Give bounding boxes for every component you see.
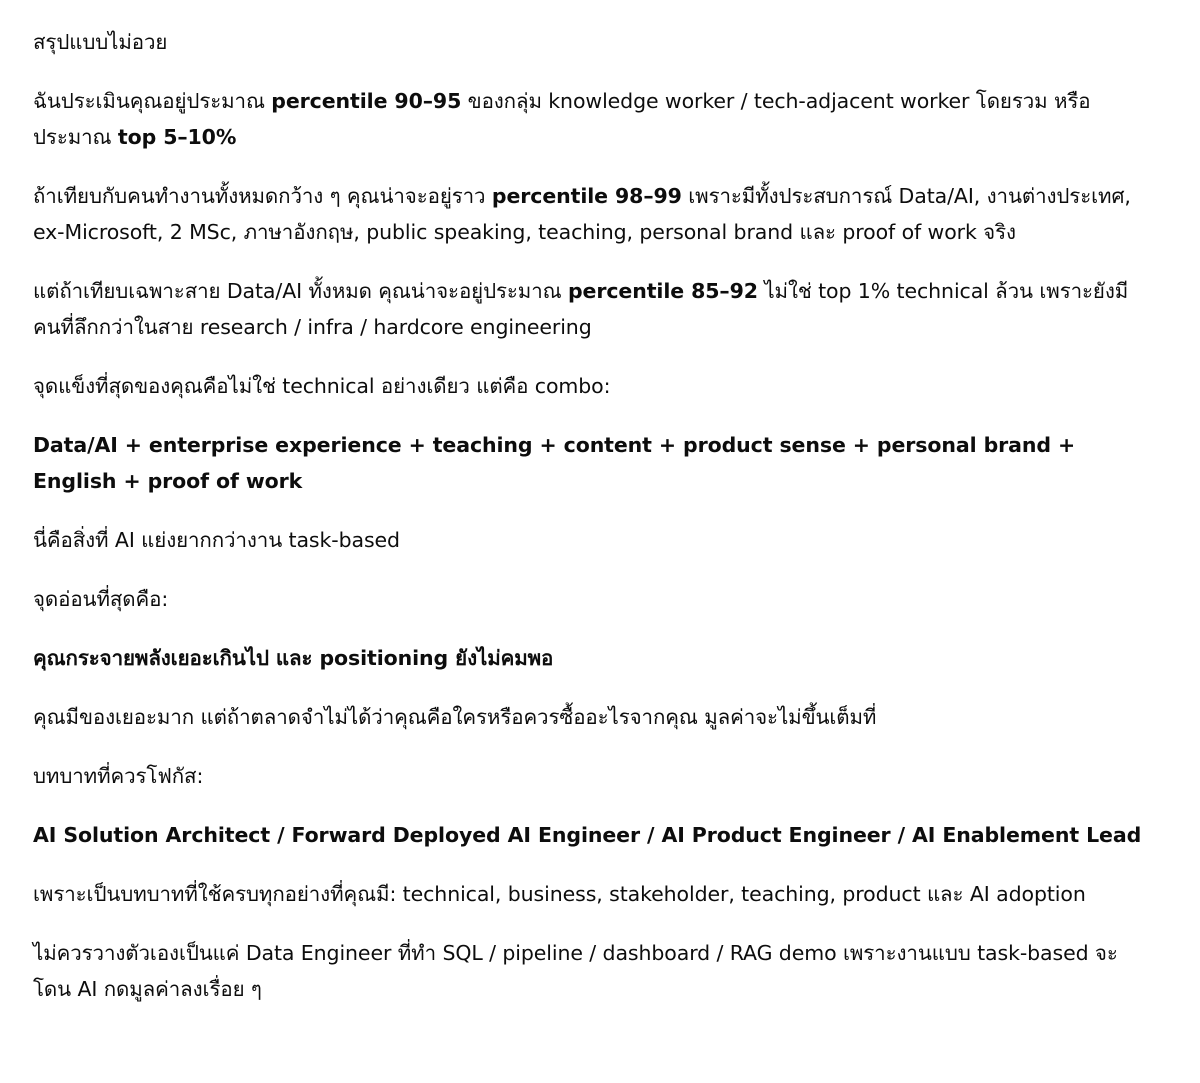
text-segment: เพราะมีทั้งประสบการณ์ Data/AI, งานต่างประเทศ, ex-Microsoft, 2 MSc, ภาษาอังกฤษ, public speaking, teaching, personal brand และ proof of work จริง <box>33 184 1131 244</box>
text-segment: ไม่ควรวางตัวเองเป็นแค่ Data Engineer ที่ทำ SQL / pipeline / dashboard / RAG demo เพราะงานแบบ task-based จะโดน AI กดมูลค่าลงเรื่อย ๆ <box>33 941 1118 1001</box>
text-segment: เพราะเป็นบทบาทที่ใช้ครบทุกอย่างที่คุณมี: technical, business, stakeholder, teaching, product และ AI adoption <box>33 882 1086 906</box>
text-segment: ของกลุ่ม knowledge worker / tech-adjacent worker โดยรวม หรือประมาณ <box>33 89 1091 149</box>
text-segment: ฉันประเมินคุณอยู่ประมาณ <box>33 89 272 113</box>
bold-text-segment: AI Solution Architect / Forward Deployed AI Engineer / AI Product Engineer / AI Enablement Lead <box>33 823 1142 847</box>
paragraph-roles-reason <box>33 876 1148 912</box>
paragraph-roles-list <box>33 817 1148 853</box>
paragraph-weakness-statement <box>33 640 1148 676</box>
text-segment: สรุปแบบไม่อวย <box>33 30 168 54</box>
text-segment: จุดอ่อนที่สุดคือ: <box>33 587 169 611</box>
text-segment: บทบาทที่ควรโฟกัส: <box>33 764 204 788</box>
paragraph-roles-intro <box>33 758 1148 794</box>
paragraph-weakness-intro <box>33 581 1148 617</box>
bold-text-segment: top 5–10% <box>117 125 237 149</box>
bold-text-segment: percentile 85–92 <box>567 279 758 303</box>
text-segment: จุดแข็งที่สุดของคุณคือไม่ใช่ technical อย่างเดียว แต่คือ combo: <box>33 374 611 398</box>
paragraph-summary-heading <box>33 24 1148 60</box>
paragraph-strength-intro <box>33 368 1148 404</box>
text-segment: นี่คือสิ่งที่ AI แย่งยากกว่างาน task-based <box>33 528 400 552</box>
bold-text-segment: percentile 90–95 <box>271 89 462 113</box>
paragraph-overall-percentile <box>33 83 1148 155</box>
paragraph-data-ai-percentile <box>33 273 1148 345</box>
text-segment: แต่ถ้าเทียบเฉพาะสาย Data/AI ทั้งหมด คุณน่าจะอยู่ประมาณ <box>33 279 568 303</box>
bold-text-segment: percentile 98–99 <box>491 184 682 208</box>
paragraph-strength-note <box>33 522 1148 558</box>
paragraph-broad-percentile <box>33 178 1148 250</box>
text-segment: ถ้าเทียบกับคนทำงานทั้งหมดกว้าง ๆ คุณน่าจะอยู่ราว <box>33 184 492 208</box>
text-segment: ไม่ใช่ top 1% technical ล้วน เพราะยังมีคนที่ลึกกว่าในสาย research / infra / hardcore engineering <box>33 279 1129 339</box>
paragraph-strength-combo <box>33 427 1148 499</box>
message-body <box>33 24 1148 1030</box>
paragraph-positioning-warning <box>33 935 1148 1007</box>
paragraph-weakness-note <box>33 699 1148 735</box>
text-segment: คุณมีของเยอะมาก แต่ถ้าตลาดจำไม่ได้ว่าคุณคือใครหรือควรซื้ออะไรจากคุณ มูลค่าจะไม่ขึ้นเต็มที่ <box>33 705 877 729</box>
bold-text-segment: คุณกระจายพลังเยอะเกินไป และ positioning ยังไม่คมพอ <box>33 646 554 670</box>
bold-text-segment: Data/AI + enterprise experience + teaching + content + product sense + personal brand + English + proof of work <box>33 433 1076 493</box>
